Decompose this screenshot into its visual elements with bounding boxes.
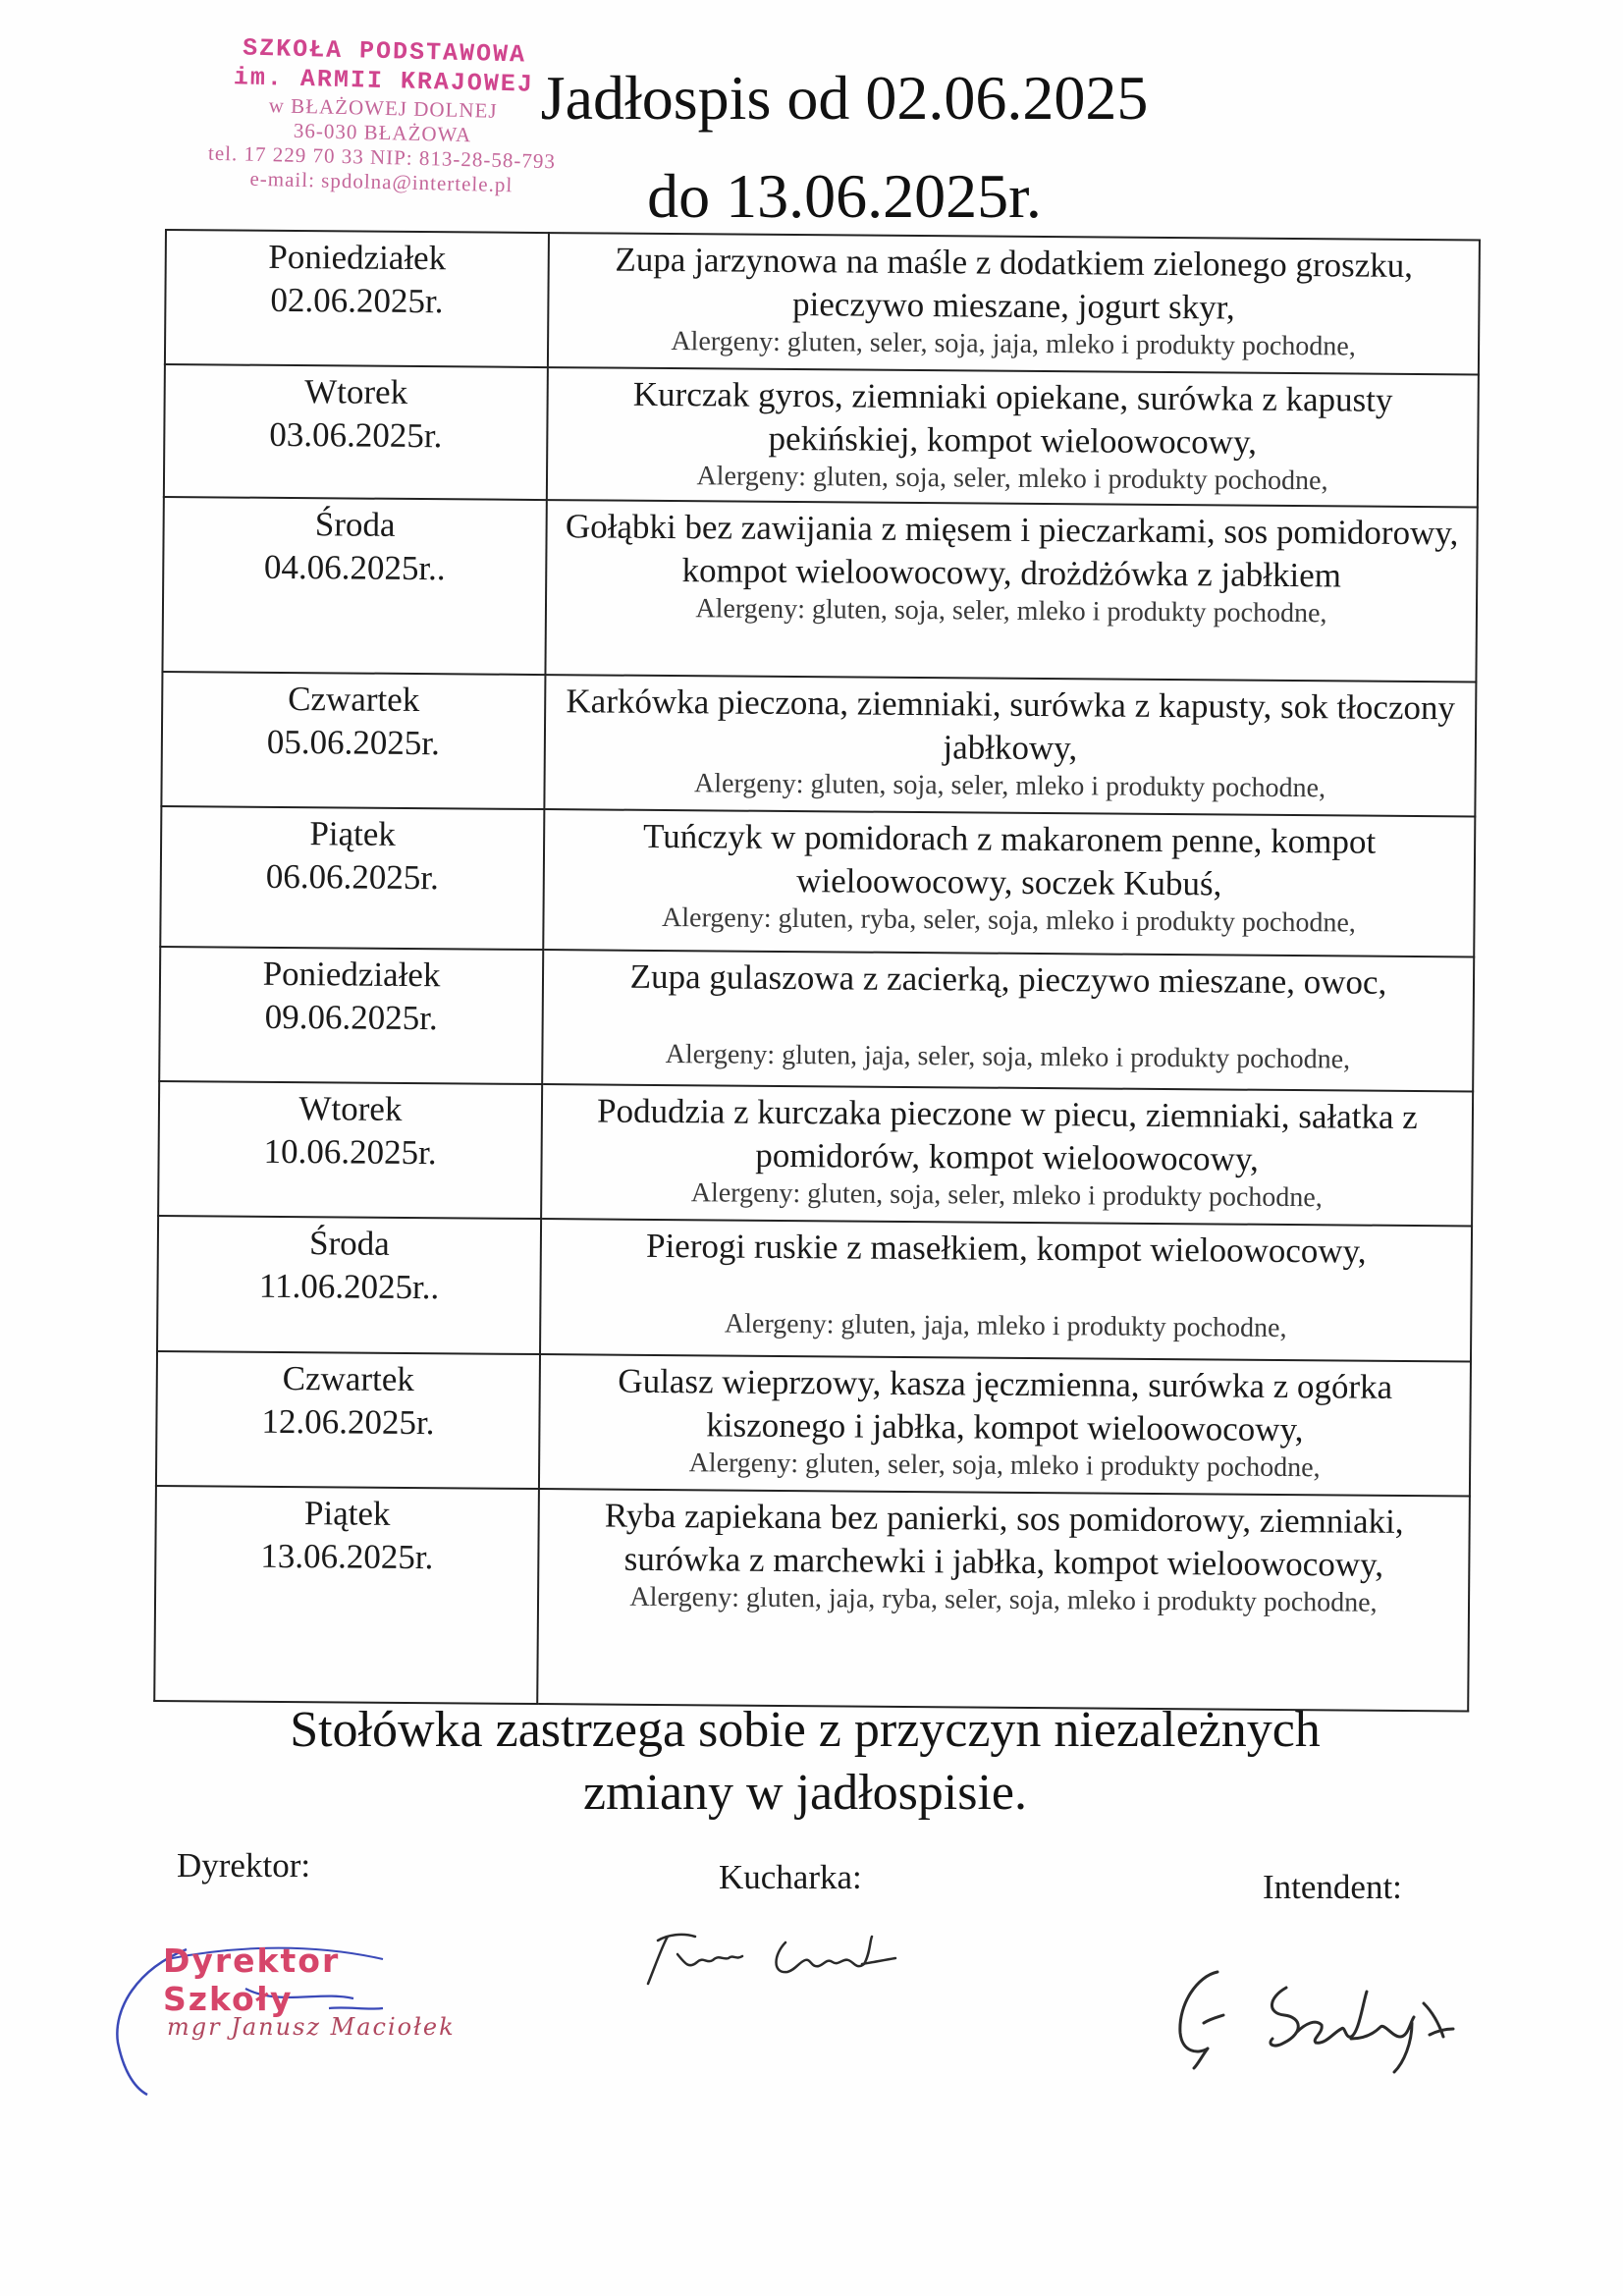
menu-row bbox=[156, 1351, 1471, 1497]
day-date: 02.06.2025r. bbox=[270, 280, 444, 321]
day-name: Wtorek bbox=[304, 372, 408, 412]
stamp-line: e-mail: spdolna@intertele.pl bbox=[249, 166, 514, 197]
meal-cell bbox=[539, 1354, 1471, 1497]
meal-description: Ryba zapiekana bez panierki, sos pomidorowy, ziemniaki, surówka z marchewki i jabłka, kompot wieloowocowy, bbox=[604, 1496, 1404, 1584]
meal-description: Kurczak gyros, ziemniaki opiekane, surówka z kapusty pekińskiej, kompot wieloowocowy, bbox=[632, 375, 1393, 463]
menu-row bbox=[154, 1486, 1470, 1711]
meal-cell bbox=[541, 1084, 1473, 1227]
meal-description: Karkówka pieczona, ziemniaki, surówka z kapusty, sok tłoczony jabłkowy, bbox=[566, 682, 1456, 768]
day-name: Poniedziałek bbox=[262, 954, 441, 994]
allergens-text: Alergeny: gluten, jaja, ryba, seler, soja, mleko i produkty pochodne, bbox=[629, 1581, 1378, 1618]
day-date: 11.06.2025r.. bbox=[258, 1267, 440, 1307]
menu-row bbox=[158, 1081, 1473, 1227]
day-date: 13.06.2025r. bbox=[260, 1536, 434, 1577]
day-cell bbox=[164, 364, 548, 499]
cook-signature bbox=[638, 1925, 943, 2003]
page-title bbox=[481, 49, 1208, 246]
day-cell bbox=[162, 497, 546, 675]
day-date: 06.06.2025r. bbox=[265, 856, 439, 898]
meal-cell bbox=[542, 950, 1474, 1092]
day-cell bbox=[159, 947, 543, 1084]
director-stamp bbox=[108, 1930, 481, 2097]
day-name: Czwartek bbox=[288, 679, 420, 719]
day-name: Wtorek bbox=[298, 1089, 403, 1128]
title-line-2: do 13.06.2025r. bbox=[647, 161, 1042, 231]
steward-signature bbox=[1159, 1954, 1492, 2082]
meal-cell bbox=[537, 1489, 1470, 1711]
day-name: Piątek bbox=[303, 1494, 391, 1533]
allergens-text: Alergeny: gluten, soja, seler, mleko i produkty pochodne, bbox=[696, 461, 1328, 497]
meal-cell bbox=[547, 367, 1479, 507]
day-name: Piątek bbox=[309, 814, 397, 854]
cook-label: Kucharka: bbox=[719, 1858, 862, 1896]
meal-description: Zupa gulaszowa z zacierką, pieczywo mieszane, owoc, bbox=[629, 957, 1387, 1002]
day-cell bbox=[161, 672, 545, 809]
stamp-line: tel. 17 229 70 33 NIP: 813-28-58-793 bbox=[207, 140, 557, 174]
menu-row bbox=[162, 497, 1477, 683]
menu-row bbox=[164, 364, 1479, 507]
meal-description: Podudzia z kurczaka pieczone w piecu, ziemniaki, sałatka z pomidorów, kompot wieloowocowy, bbox=[596, 1091, 1418, 1178]
title-line-1: Jadłospis od 02.06.2025 bbox=[540, 63, 1149, 133]
meal-description: Gołąbki bez zawijania z mięsem i pieczarkami, sos pomidorowy, kompot wieloowocowy, drożdżówka z jabłkiem bbox=[565, 506, 1459, 595]
meal-cell bbox=[543, 809, 1475, 957]
allergens-text: Alergeny: gluten, seler, soja, jaja, mleko i produkty pochodne, bbox=[671, 326, 1356, 362]
menu-table-body bbox=[154, 230, 1480, 1711]
day-cell bbox=[157, 1216, 541, 1353]
meal-cell bbox=[540, 1219, 1472, 1361]
day-date: 04.06.2025r.. bbox=[263, 547, 446, 587]
day-cell bbox=[156, 1351, 540, 1489]
stamp-line: SZKOŁA PODSTAWOWA bbox=[242, 33, 527, 70]
menu-table bbox=[153, 229, 1481, 1712]
stamp-line: w BŁAŻOWEJ DOLNEJ bbox=[268, 93, 498, 123]
disclaimer-note bbox=[196, 1699, 1414, 1825]
day-name: Środa bbox=[308, 1224, 390, 1264]
note-line-2: zmiany w jadłospisie. bbox=[582, 1765, 1028, 1821]
day-date: 12.06.2025r. bbox=[261, 1401, 435, 1442]
allergens-text: Alergeny: gluten, ryba, seler, soja, mleko i produkty pochodne, bbox=[661, 902, 1356, 939]
meal-cell bbox=[544, 675, 1476, 817]
menu-row bbox=[160, 806, 1475, 957]
allergens-text: Alergeny: gluten, jaja, mleko i produkty pochodne, bbox=[724, 1308, 1287, 1344]
day-cell bbox=[160, 806, 544, 950]
day-name: Poniedziałek bbox=[268, 237, 447, 278]
note-line-1: Stołówka zastrzega sobie z przyczyn niezależnych bbox=[290, 1702, 1321, 1758]
meal-description: Gulasz wieprzowy, kasza jęczmienna, surówka z ogórka kiszonego i jabłka, kompot wieloowocowy, bbox=[618, 1361, 1393, 1449]
steward-label: Intendent: bbox=[1263, 1868, 1402, 1906]
day-date: 09.06.2025r. bbox=[264, 997, 438, 1037]
day-cell bbox=[154, 1486, 539, 1704]
meal-cell bbox=[545, 500, 1477, 683]
menu-row bbox=[165, 230, 1480, 375]
director-stamp-title: Dyrektor Szkoły bbox=[163, 1941, 341, 2018]
meal-cell bbox=[548, 233, 1480, 375]
day-cell bbox=[165, 230, 549, 367]
day-name: Środa bbox=[314, 504, 396, 544]
allergens-text: Alergeny: gluten, jaja, seler, soja, mleko i produkty pochodne, bbox=[665, 1038, 1351, 1075]
day-date: 05.06.2025r. bbox=[266, 722, 441, 762]
meal-description: Zupa jarzynowa na maśle z dodatkiem zielonego groszku, pieczywo mieszane, jogurt skyr, bbox=[615, 240, 1414, 327]
day-cell bbox=[158, 1081, 542, 1219]
stamp-line: im. ARMII KRAJOWEJ bbox=[233, 63, 535, 99]
director-stamp-name: mgr Janusz Maciołek bbox=[167, 2013, 456, 2041]
meal-description: Tuńczyk w pomidorach z makaronem penne, kompot wieloowocowy, soczek Kubuś, bbox=[642, 817, 1377, 903]
allergens-text: Alergeny: gluten, soja, seler, mleko i produkty pochodne, bbox=[695, 592, 1327, 629]
day-date: 03.06.2025r. bbox=[269, 415, 443, 456]
meal-description: Pierogi ruskie z masełkiem, kompot wieloowocowy, bbox=[645, 1227, 1367, 1272]
allergens-text: Alergeny: gluten, soja, seler, mleko i produkty pochodne, bbox=[690, 1177, 1323, 1214]
menu-row bbox=[157, 1216, 1472, 1361]
menu-row bbox=[161, 672, 1476, 817]
allergens-text: Alergeny: gluten, soja, seler, mleko i produkty pochodne, bbox=[693, 768, 1326, 804]
allergens-text: Alergeny: gluten, seler, soja, mleko i produkty pochodne, bbox=[688, 1447, 1321, 1484]
menu-row bbox=[159, 947, 1474, 1092]
day-date: 10.06.2025r. bbox=[263, 1131, 437, 1173]
director-label: Dyrektor: bbox=[177, 1846, 311, 1885]
stamp-line: 36-030 BŁAŻOWA bbox=[293, 118, 472, 147]
day-name: Czwartek bbox=[282, 1358, 415, 1398]
